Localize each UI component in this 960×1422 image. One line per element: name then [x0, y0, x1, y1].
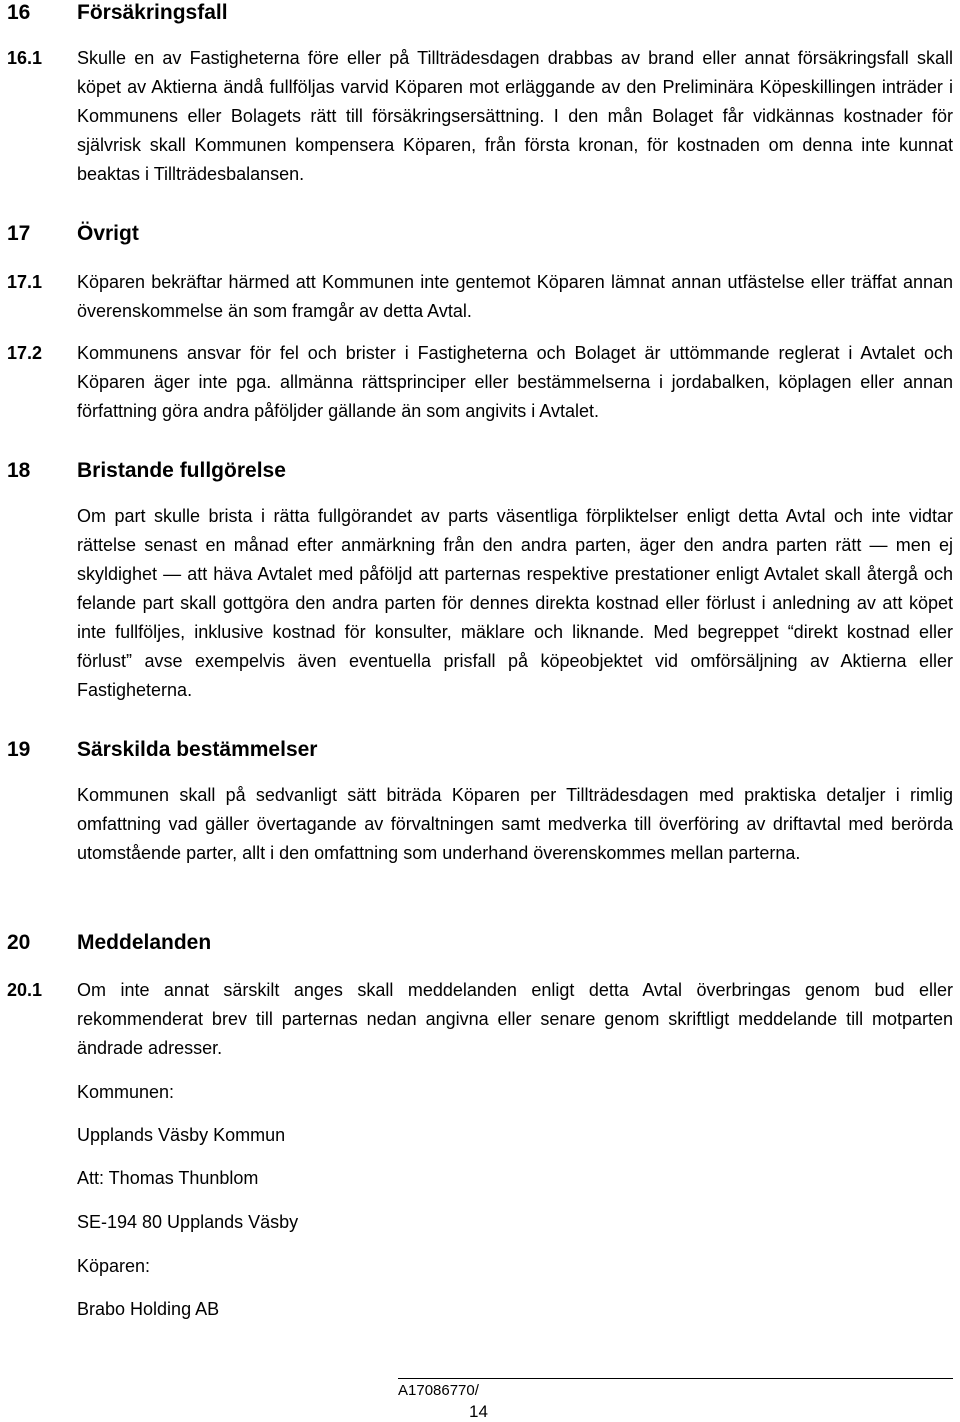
paragraph-17-2-number: 17.2	[7, 343, 43, 363]
kommunen-label: Kommunen:	[77, 1082, 175, 1102]
page-number: 14	[469, 1402, 488, 1421]
footer-divider	[398, 1378, 953, 1379]
paragraph-17-1-number: 17.1	[7, 272, 43, 292]
koparen-label: Köparen:	[77, 1256, 151, 1276]
section-18-number: 18	[7, 459, 31, 482]
section-19-heading	[7, 737, 317, 763]
kommunen-address: SE-194 80 Upplands Väsby	[77, 1212, 299, 1232]
paragraph-17-2-text: Kommunens ansvar för fel och brister i Fastigheterna och Bolaget är uttömmande reglerat i Avtalet och Köparen äger inte pga. allmänna rättsprinciper eller bestämmelserna i jordabalken, köplagen eller annan författning göra andra påföljder gällande än som angivits i Avtalet.	[77, 343, 953, 421]
koparen-name: Brabo Holding AB	[77, 1299, 220, 1319]
section-17-title: Övrigt	[77, 222, 139, 245]
section-19-text: Kommunen skall på sedvanligt sätt biträda Köparen per Tillträdesdagen med praktiska detaljer i rimlig omfattning vad gäller övertagande av förvaltningen samt medverka till överföring av driftavtal med berörda utomstående parter, allt i den omfattning som underhand överenskommes mellan parterna.	[77, 785, 953, 863]
paragraph-20-1-number: 20.1	[7, 980, 43, 1000]
paragraph-16-1	[7, 44, 953, 189]
section-16-title: Försäkringsfall	[77, 1, 228, 24]
paragraph-17-2	[7, 339, 953, 426]
kommunen-name: Upplands Väsby Kommun	[77, 1125, 286, 1145]
section-20-heading	[7, 930, 211, 956]
section-18-title: Bristande fullgörelse	[77, 459, 286, 482]
section-19-title: Särskilda bestämmelser	[77, 738, 318, 761]
paragraph-17-1-text: Köparen bekräftar härmed att Kommunen inte gentemot Köparen lämnat annan utfästelse eller träffat annan överenskommelse än som framgår av detta Avtal.	[77, 272, 953, 321]
section-20-number: 20	[7, 931, 31, 954]
section-17-heading	[7, 221, 139, 247]
section-16-heading	[7, 0, 228, 26]
section-19-number: 19	[7, 738, 31, 761]
section-20-title: Meddelanden	[77, 931, 212, 954]
paragraph-20-1-text: Om inte annat särskilt anges skall meddelanden enligt detta Avtal överbringas genom bud eller rekommenderat brev till parternas nedan angivna eller senare genom skriftligt meddelande till motparten ändrade adresser.	[77, 980, 953, 1058]
paragraph-17-1	[7, 268, 953, 326]
section-16-number: 16	[7, 1, 31, 24]
section-18-text: Om part skulle brista i rätta fullgörandet av parts väsentliga förpliktelser enligt detta Avtal och inte vidtar rättelse senast en månad efter anmärkning från den andra parten, äger den andra parten rätt — men ej skyldighet — att häva Avtalet med påföljd att parternas respektive prestationer enligt Avtalet skall återgå och felande part skall gottgöra den andra parten för dennes direkta kostnad eller förlust i anledning av att köpet inte fullföljes, inklusive kostnad för konsulter, mäklare och liknande. Med begreppet “direkt kostnad eller förlust” avse exempelvis även eventuella prisfall på köpeobjektet vid omförsäljning av Aktierna eller Fastigheterna.	[77, 506, 953, 700]
footer-reference: A17086770/	[398, 1382, 479, 1399]
paragraph-20-1	[7, 976, 953, 1063]
paragraph-16-1-text: Skulle en av Fastigheterna före eller på Tillträdesdagen drabbas av brand eller annat försäkringsfall skall köpet av Aktierna ändå fullföljas varvid Köparen mot erläggande av den Preliminära Köpeskillingen inträder i Kommunens eller Bolagets rätt till försäkringsersättning. I den mån Bolaget får vidkännas kostnader för självrisk skall Kommunen kompensera Köparen, från första kronan, för kostnaden om denna inte kunnat beaktas i Tillträdesbalansen.	[77, 48, 953, 184]
paragraph-16-1-number: 16.1	[7, 48, 43, 68]
kommunen-attention: Att: Thomas Thunblom	[77, 1168, 259, 1188]
section-18-heading	[7, 458, 286, 484]
section-17-number: 17	[7, 222, 31, 245]
